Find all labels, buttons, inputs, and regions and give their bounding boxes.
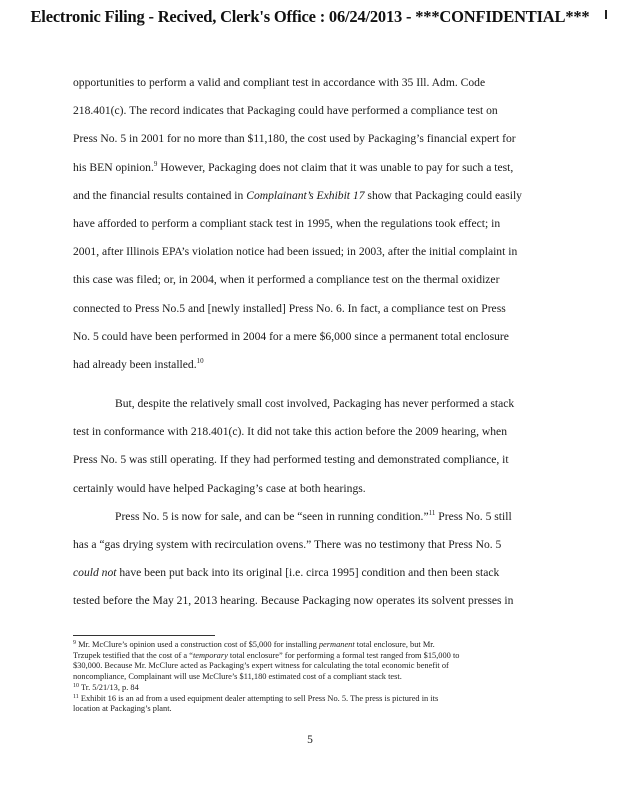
- body-line: [73, 154, 548, 182]
- body-line: [73, 210, 548, 238]
- body-line: [73, 125, 548, 153]
- footnote-reference: 10: [196, 356, 204, 365]
- text-segment: had already been installed.: [73, 357, 197, 371]
- footnote-number: 10: [73, 682, 79, 689]
- footnote-reference: 9: [153, 159, 158, 168]
- body-line: [73, 418, 548, 446]
- line-text: have afforded to perform a compliant stack test in 1995, when the regulations took effect; in: [73, 216, 501, 230]
- text-segment: have been put back into its original [i.e. circa 1995] condition and then been stack: [116, 566, 500, 580]
- italic-text: temporary: [192, 650, 228, 660]
- filing-stamp: Electronic Filing - Recived, Clerk's Office : 06/24/2013 - ***CONFIDENTIAL***: [30, 7, 590, 26]
- line-text: Press No. 5 in 2001 for no more than $11,180, the cost used by Packaging’s financial expert for: [73, 132, 516, 146]
- page-number: 5: [307, 734, 313, 746]
- line-text: No. 5 could have been performed in 2004 for a mere $6,000 since a permanent total enclosure: [73, 329, 509, 343]
- footnote-reference: 11: [428, 508, 436, 517]
- footnote-line: [73, 640, 543, 651]
- paragraph-gap: [73, 379, 548, 390]
- line-text: Press No. 5 was still operating. If they had performed testing and demonstrated compliance, it: [73, 453, 509, 467]
- line-text: Exhibit 16 is an ad from a used equipment dealer attempting to sell Press No. 5. The press is pictured in its: [78, 693, 439, 703]
- body-line: [73, 531, 548, 559]
- line-text: But, despite the relatively small cost involved, Packaging has never performed a stack: [115, 397, 515, 411]
- italic-text: permanent: [318, 640, 355, 649]
- body-line: [73, 238, 548, 266]
- line-text: connected to Press No.5 and [newly installed] Press No. 6. In fact, a compliance test on Press: [73, 301, 506, 315]
- footnote-number: 9: [73, 640, 76, 646]
- body-line: [73, 69, 548, 97]
- body-line: [73, 559, 548, 587]
- line-text: this case was filed; or, in 2004, when it performed a compliance test on the thermal oxidizer: [73, 273, 500, 287]
- body-line: [73, 503, 548, 531]
- line-text: tested before the May 21, 2013 hearing. Because Packaging now operates its solvent presses in: [73, 594, 514, 608]
- text-segment: Press No. 5 still: [435, 509, 512, 523]
- line-text: Tr. 5/21/13, p. 84: [79, 682, 139, 692]
- body-text: [73, 69, 548, 616]
- body-line: [73, 295, 548, 323]
- body-line: [73, 266, 548, 294]
- line-text: certainly would have helped Packaging’s case at both hearings.: [73, 481, 366, 495]
- line-text: $30,000. Because Mr. McClure acted as Packaging’s expert witness for calculating the total economic benefit of: [73, 661, 449, 671]
- line-text: opportunities to perform a valid and compliant test in accordance with 35 Ill. Adm. Code: [73, 76, 486, 89]
- margin-mark: [605, 10, 607, 19]
- text-segment: Trzupek testified that the cost of a “: [73, 650, 193, 660]
- body-line: [73, 97, 548, 125]
- footnote-line: [73, 704, 543, 715]
- body-line: [73, 390, 548, 418]
- body-line: [73, 475, 548, 503]
- text-segment: Press No. 5 is now for sale, and can be “seen in running condition.”: [115, 509, 429, 523]
- text-segment: show that Packaging could easily: [364, 188, 522, 202]
- body-line: [73, 587, 548, 615]
- italic-text: Complainant’s Exhibit 17: [246, 188, 365, 202]
- footnotes: [73, 640, 543, 715]
- line-text: noncompliance, Complainant will use McClure’s $11,180 estimated cost of a compliant stack test.: [73, 672, 402, 682]
- italic-text: could not: [73, 566, 117, 580]
- text-segment: total enclosure” for performing a formal test ranged from $15,000 to: [227, 650, 460, 660]
- line-text: location at Packaging’s plant.: [73, 704, 172, 714]
- text-segment: and the financial results contained in: [73, 188, 247, 202]
- text-segment: total enclosure, but Mr.: [354, 640, 435, 649]
- text-segment: However, Packaging does not claim that it was unable to pay for such a test,: [157, 160, 514, 174]
- line-text: 2001, after Illinois EPA’s violation notice had been issued; in 2003, after the initial complaint in: [73, 245, 518, 259]
- line-text: 218.401(c). The record indicates that Packaging could have performed a compliance test on: [73, 104, 498, 118]
- text-segment: Mr. McClure’s opinion used a construction cost of $5,000 for installing: [76, 640, 319, 649]
- footnote-line: [73, 651, 543, 662]
- footnote-number: 11: [73, 693, 79, 700]
- body-line: [73, 446, 548, 474]
- body-line: [73, 323, 548, 351]
- footnote-line: [73, 672, 543, 683]
- footnote-line: [73, 683, 543, 694]
- body-line: [73, 182, 548, 210]
- footnote-line: [73, 694, 543, 705]
- footnote-line: [73, 661, 543, 672]
- text-segment: his BEN opinion.: [73, 160, 154, 174]
- line-text: test in conformance with 218.401(c). It did not take this action before the 2009 hearing, when: [73, 425, 507, 439]
- footnote-rule: [73, 635, 215, 636]
- body-line: [73, 351, 548, 379]
- line-text: has a “gas drying system with recirculation ovens.” There was no testimony that Press No. 5: [73, 538, 502, 551]
